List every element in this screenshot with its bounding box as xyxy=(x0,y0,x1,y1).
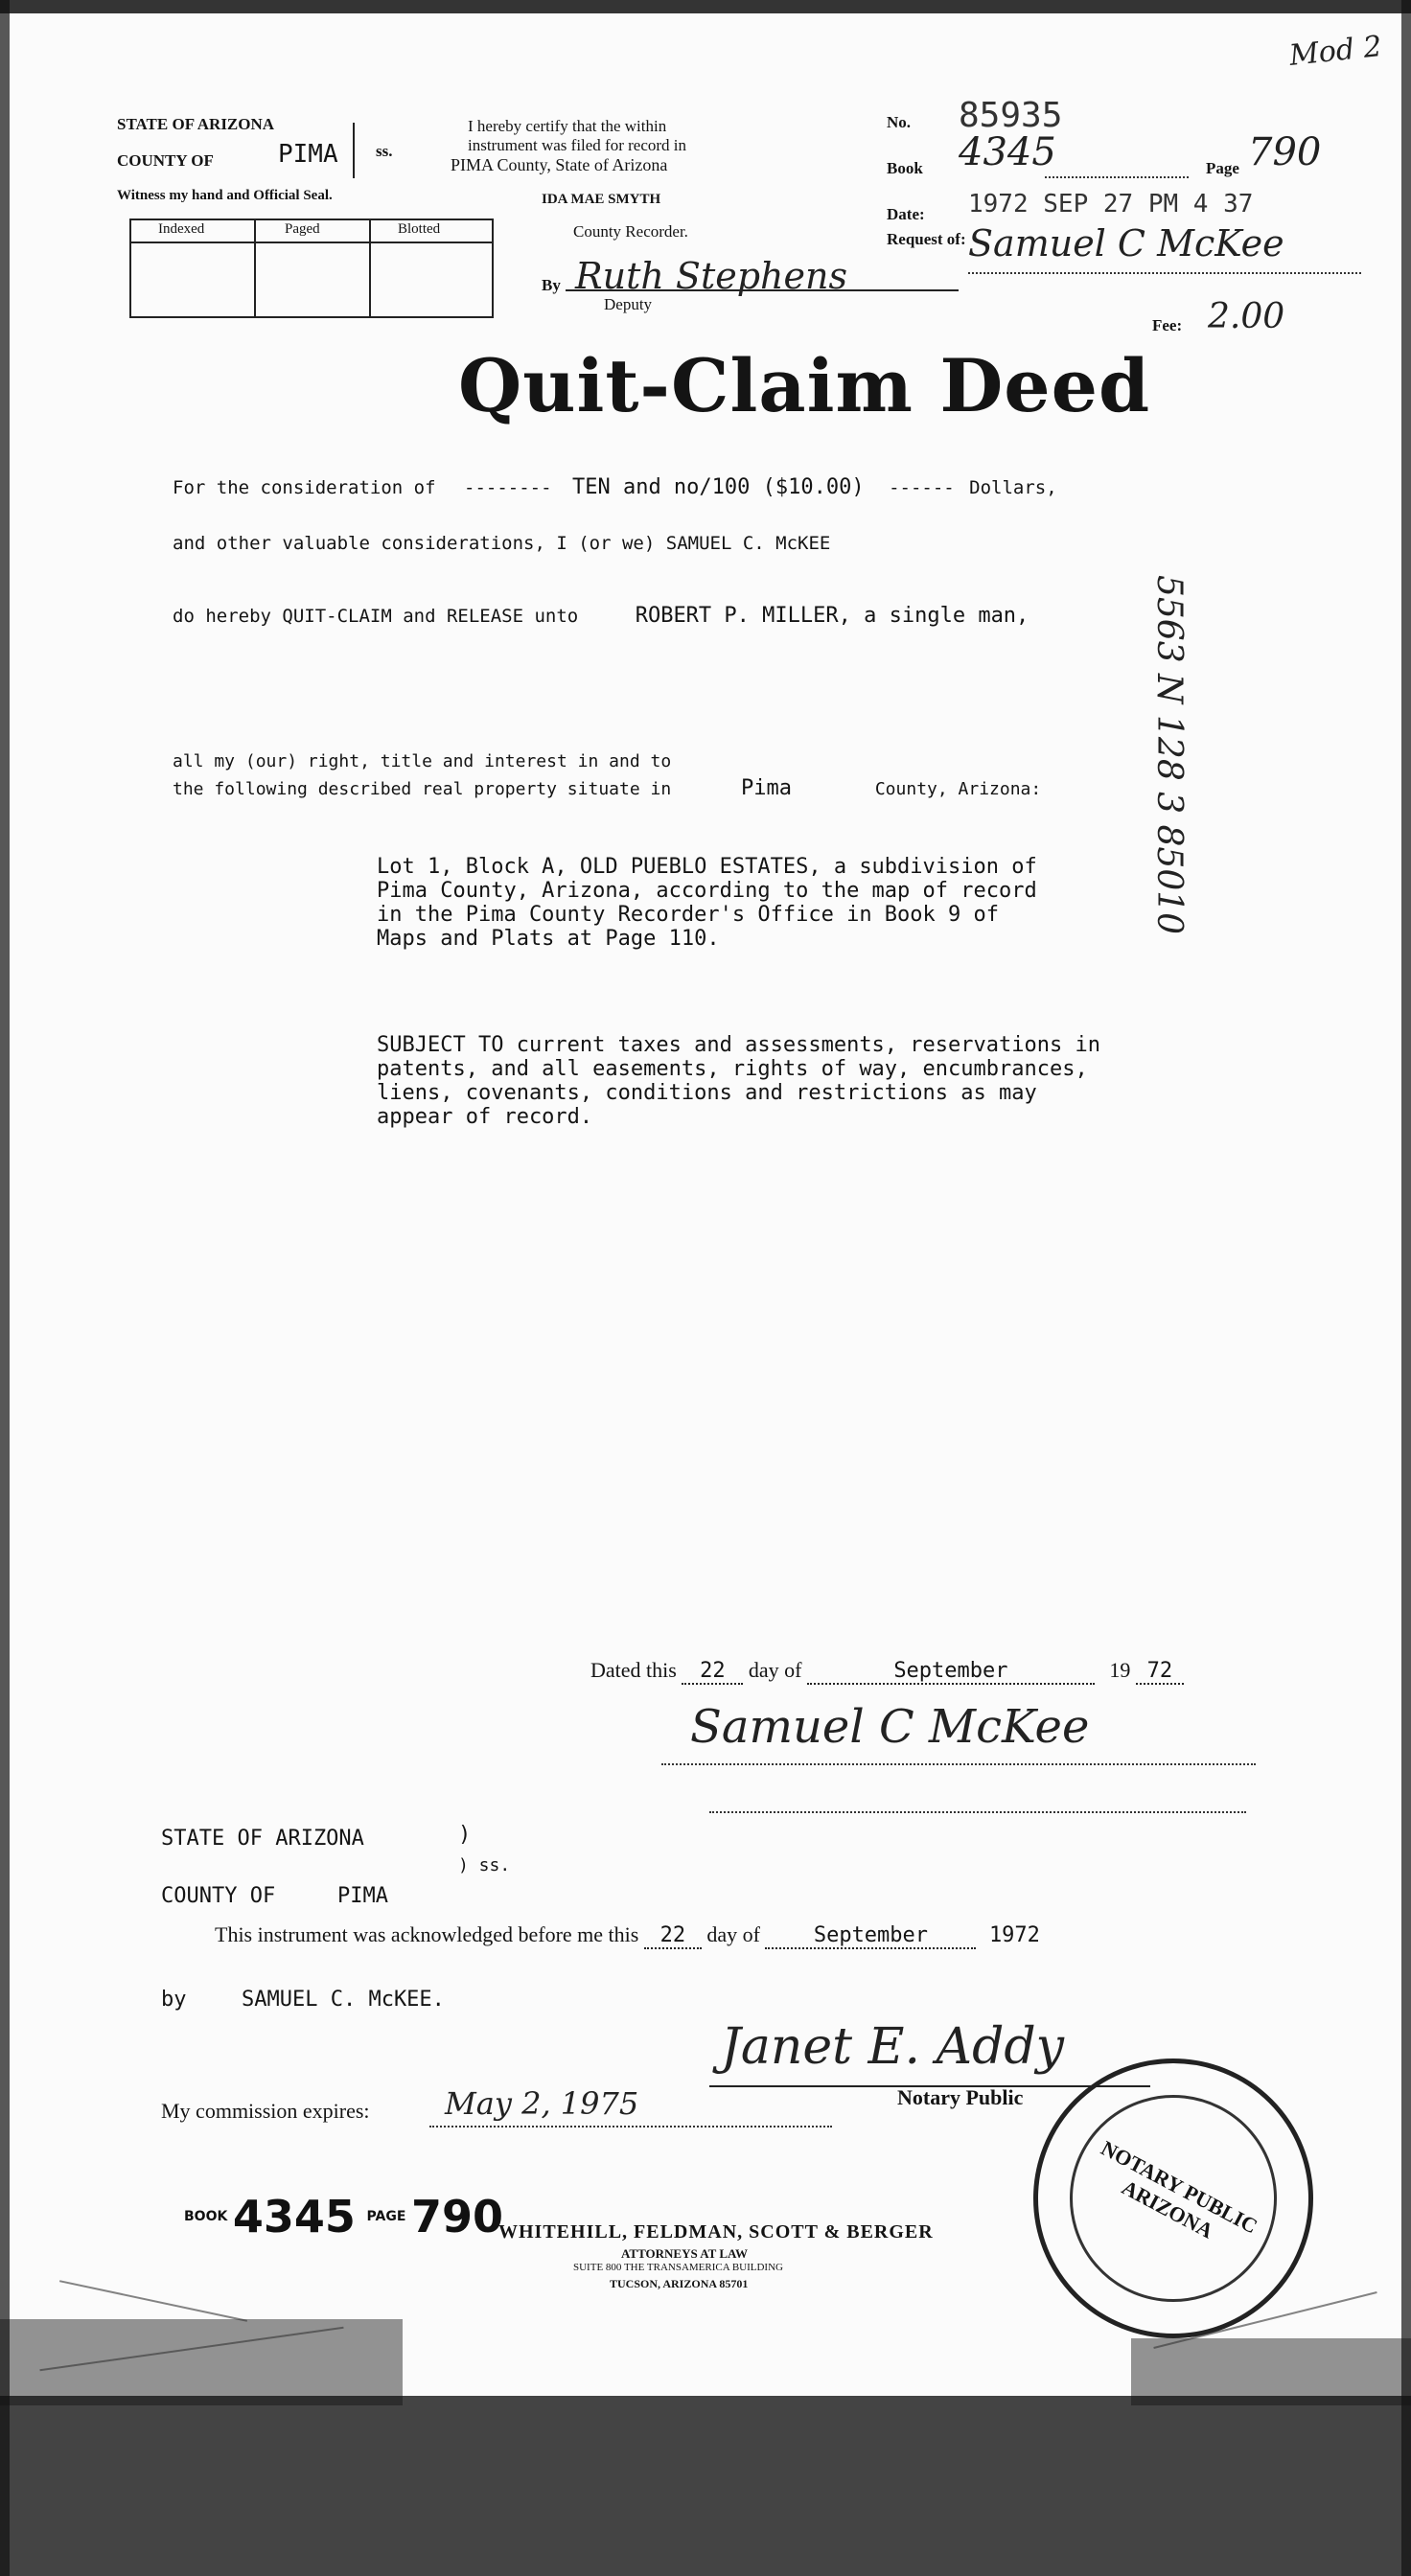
fee-label: Fee: xyxy=(1152,316,1183,334)
ack-bracket: ) xyxy=(458,1823,472,1847)
scan-shadow-bottom-left xyxy=(0,2319,403,2405)
consideration-label: For the consideration of xyxy=(173,477,436,498)
recording-stamp xyxy=(184,2191,503,2242)
notary-seal xyxy=(1033,2058,1313,2338)
request-label: Request of: xyxy=(887,230,966,248)
cert-county-bracket xyxy=(345,123,355,178)
firm-address-2: TUCSON, ARIZONA 85701 xyxy=(610,2277,749,2290)
notary-label: Notary Public xyxy=(897,2085,1024,2109)
corner-note: Mod 2 xyxy=(1287,30,1384,73)
book-line xyxy=(1045,176,1189,178)
recorder-title: County Recorder. xyxy=(573,222,688,241)
firm-name: WHITEHILL, FELDMAN, SCOTT & BERGER xyxy=(498,2221,934,2242)
commission-value: May 2, 1975 xyxy=(445,2085,639,2122)
stamp-page: 790 xyxy=(410,2191,503,2242)
situate-state: County, Arizona: xyxy=(874,779,1042,799)
dated-label: Dated this xyxy=(590,1658,677,1682)
scan-edge-right xyxy=(1401,0,1411,2576)
index-grid xyxy=(129,218,494,318)
commission-label: My commission expires: xyxy=(161,2099,370,2123)
consideration-dollars: Dollars, xyxy=(969,477,1057,498)
grid-header-paged: Paged xyxy=(285,221,320,237)
cert-state: STATE OF ARIZONA xyxy=(117,115,275,133)
deputy-by-label: By xyxy=(542,276,561,294)
cert-county-label: COUNTY OF xyxy=(117,151,214,170)
situate-county: Pima xyxy=(741,776,792,800)
request-signature: Samuel C McKee xyxy=(968,222,1284,264)
margin-note: 5563 N 128 3 85010 xyxy=(1149,575,1189,935)
certify-line-2: instrument was filed for record in xyxy=(468,136,687,154)
request-line xyxy=(968,272,1361,274)
grantor-signature-line xyxy=(661,1763,1256,1765)
book-label: Book xyxy=(887,159,923,177)
firm-address-1: SUITE 800 THE TRANSAMERICA BUILDING xyxy=(573,2262,783,2273)
ack-ss: ) ss. xyxy=(458,1855,511,1875)
dated-year-prefix: 19 xyxy=(1109,1658,1131,1682)
scan-edge-bottom xyxy=(0,2396,1411,2576)
situate-clause: the following described real property situate in xyxy=(173,779,672,799)
deed-line-5 xyxy=(173,776,1041,800)
grantor-signature: Samuel C McKee xyxy=(690,1700,1090,1754)
ack-state: STATE OF ARIZONA xyxy=(161,1827,364,1851)
ack-text: This instrument was acknowledged before me this xyxy=(215,1922,639,1946)
cert-ss: ss. xyxy=(376,142,393,160)
scan-edge-top xyxy=(0,0,1411,13)
dated-day: 22 xyxy=(682,1659,743,1685)
consideration-dashes-2: ------ xyxy=(889,477,955,498)
page-label: Page xyxy=(1206,159,1239,177)
ack-text-line xyxy=(215,1922,1040,1949)
no-value: 85935 xyxy=(959,96,1063,135)
deputy-signature: Ruth Stephens xyxy=(575,255,847,297)
certify-line-1: I hereby certify that the within xyxy=(468,117,667,135)
scan-edge-left xyxy=(0,0,10,2576)
grantee: ROBERT P. MILLER, a single man, xyxy=(635,604,1029,628)
dated-day-of: day of xyxy=(748,1658,802,1682)
page-value: 790 xyxy=(1248,130,1322,174)
recorder-name: IDA MAE SMYTH xyxy=(542,192,661,207)
notary-seal-inner: NOTARY PUBLIC ARIZONA xyxy=(1033,2058,1313,2338)
deed-line-2: and other valuable considerations, I (or we) SAMUEL C. McKEE xyxy=(173,533,831,554)
date-value: 1972 SEP 27 PM 4 37 xyxy=(968,190,1254,218)
grid-header-blotted: Blotted xyxy=(398,221,441,237)
deed-line-4: all my (our) right, title and interest in and to xyxy=(173,751,672,771)
stamp-page-label: PAGE xyxy=(366,2209,406,2224)
deed-line-1 xyxy=(173,475,1057,499)
firm-subtitle: ATTORNEYS AT LAW xyxy=(621,2246,748,2261)
ack-year: 1972 xyxy=(988,1923,1040,1947)
cert-county: PIMA xyxy=(278,140,338,169)
fee-value: 2.00 xyxy=(1208,297,1285,336)
deputy-label: Deputy xyxy=(604,295,653,313)
deputy-signature-line xyxy=(566,289,959,291)
cert-witness: Witness my hand and Official Seal. xyxy=(117,188,333,203)
ack-county: PIMA xyxy=(337,1884,388,1908)
second-signature-line xyxy=(709,1811,1246,1813)
dated-year: 72 xyxy=(1136,1659,1184,1685)
stamp-book-label: BOOK xyxy=(184,2209,228,2224)
scan-scratch xyxy=(59,2280,247,2322)
notary-signature: Janet E. Addy xyxy=(721,2018,1065,2076)
ack-by-label: by xyxy=(161,1988,187,2012)
book-value: 4345 xyxy=(959,130,1056,174)
document-title: Quit-Claim Deed xyxy=(458,343,1151,428)
legal-description: Lot 1, Block A, OLD PUEBLO ESTATES, a subdivision of Pima County, Arizona, according to the map of record in the Pima County Recorder's Office in Book 9 of Maps and Plats at Page 110. xyxy=(377,855,1037,951)
deed-line-3 xyxy=(173,604,1029,628)
ack-day-of: day of xyxy=(706,1922,760,1946)
date-label: Date: xyxy=(887,205,925,223)
ack-day: 22 xyxy=(644,1923,702,1949)
grid-header-indexed: Indexed xyxy=(158,221,205,237)
ack-month: September xyxy=(765,1923,976,1949)
no-label: No. xyxy=(887,113,912,131)
dated-line xyxy=(590,1658,1184,1685)
subject-to-clause: SUBJECT TO current taxes and assessments, reservations in patents, and all easements, rights of way, encumbrances, liens, covenants, conditions and restrictions as may appear of record. xyxy=(377,1033,1100,1129)
release-clause: do hereby QUIT-CLAIM and RELEASE unto xyxy=(173,606,579,627)
certify-line-3: PIMA County, State of Arizona xyxy=(451,155,668,174)
consideration-amount: TEN and no/100 ($10.00) xyxy=(571,475,865,499)
dated-month: September xyxy=(807,1659,1095,1685)
ack-county-label: COUNTY OF xyxy=(161,1884,276,1908)
ack-by-name: SAMUEL C. McKEE. xyxy=(242,1988,445,2012)
scan-shadow-bottom-right xyxy=(1131,2338,1411,2405)
commission-line xyxy=(429,2126,832,2128)
stamp-book: 4345 xyxy=(232,2191,356,2242)
consideration-dashes: -------- xyxy=(464,477,552,498)
